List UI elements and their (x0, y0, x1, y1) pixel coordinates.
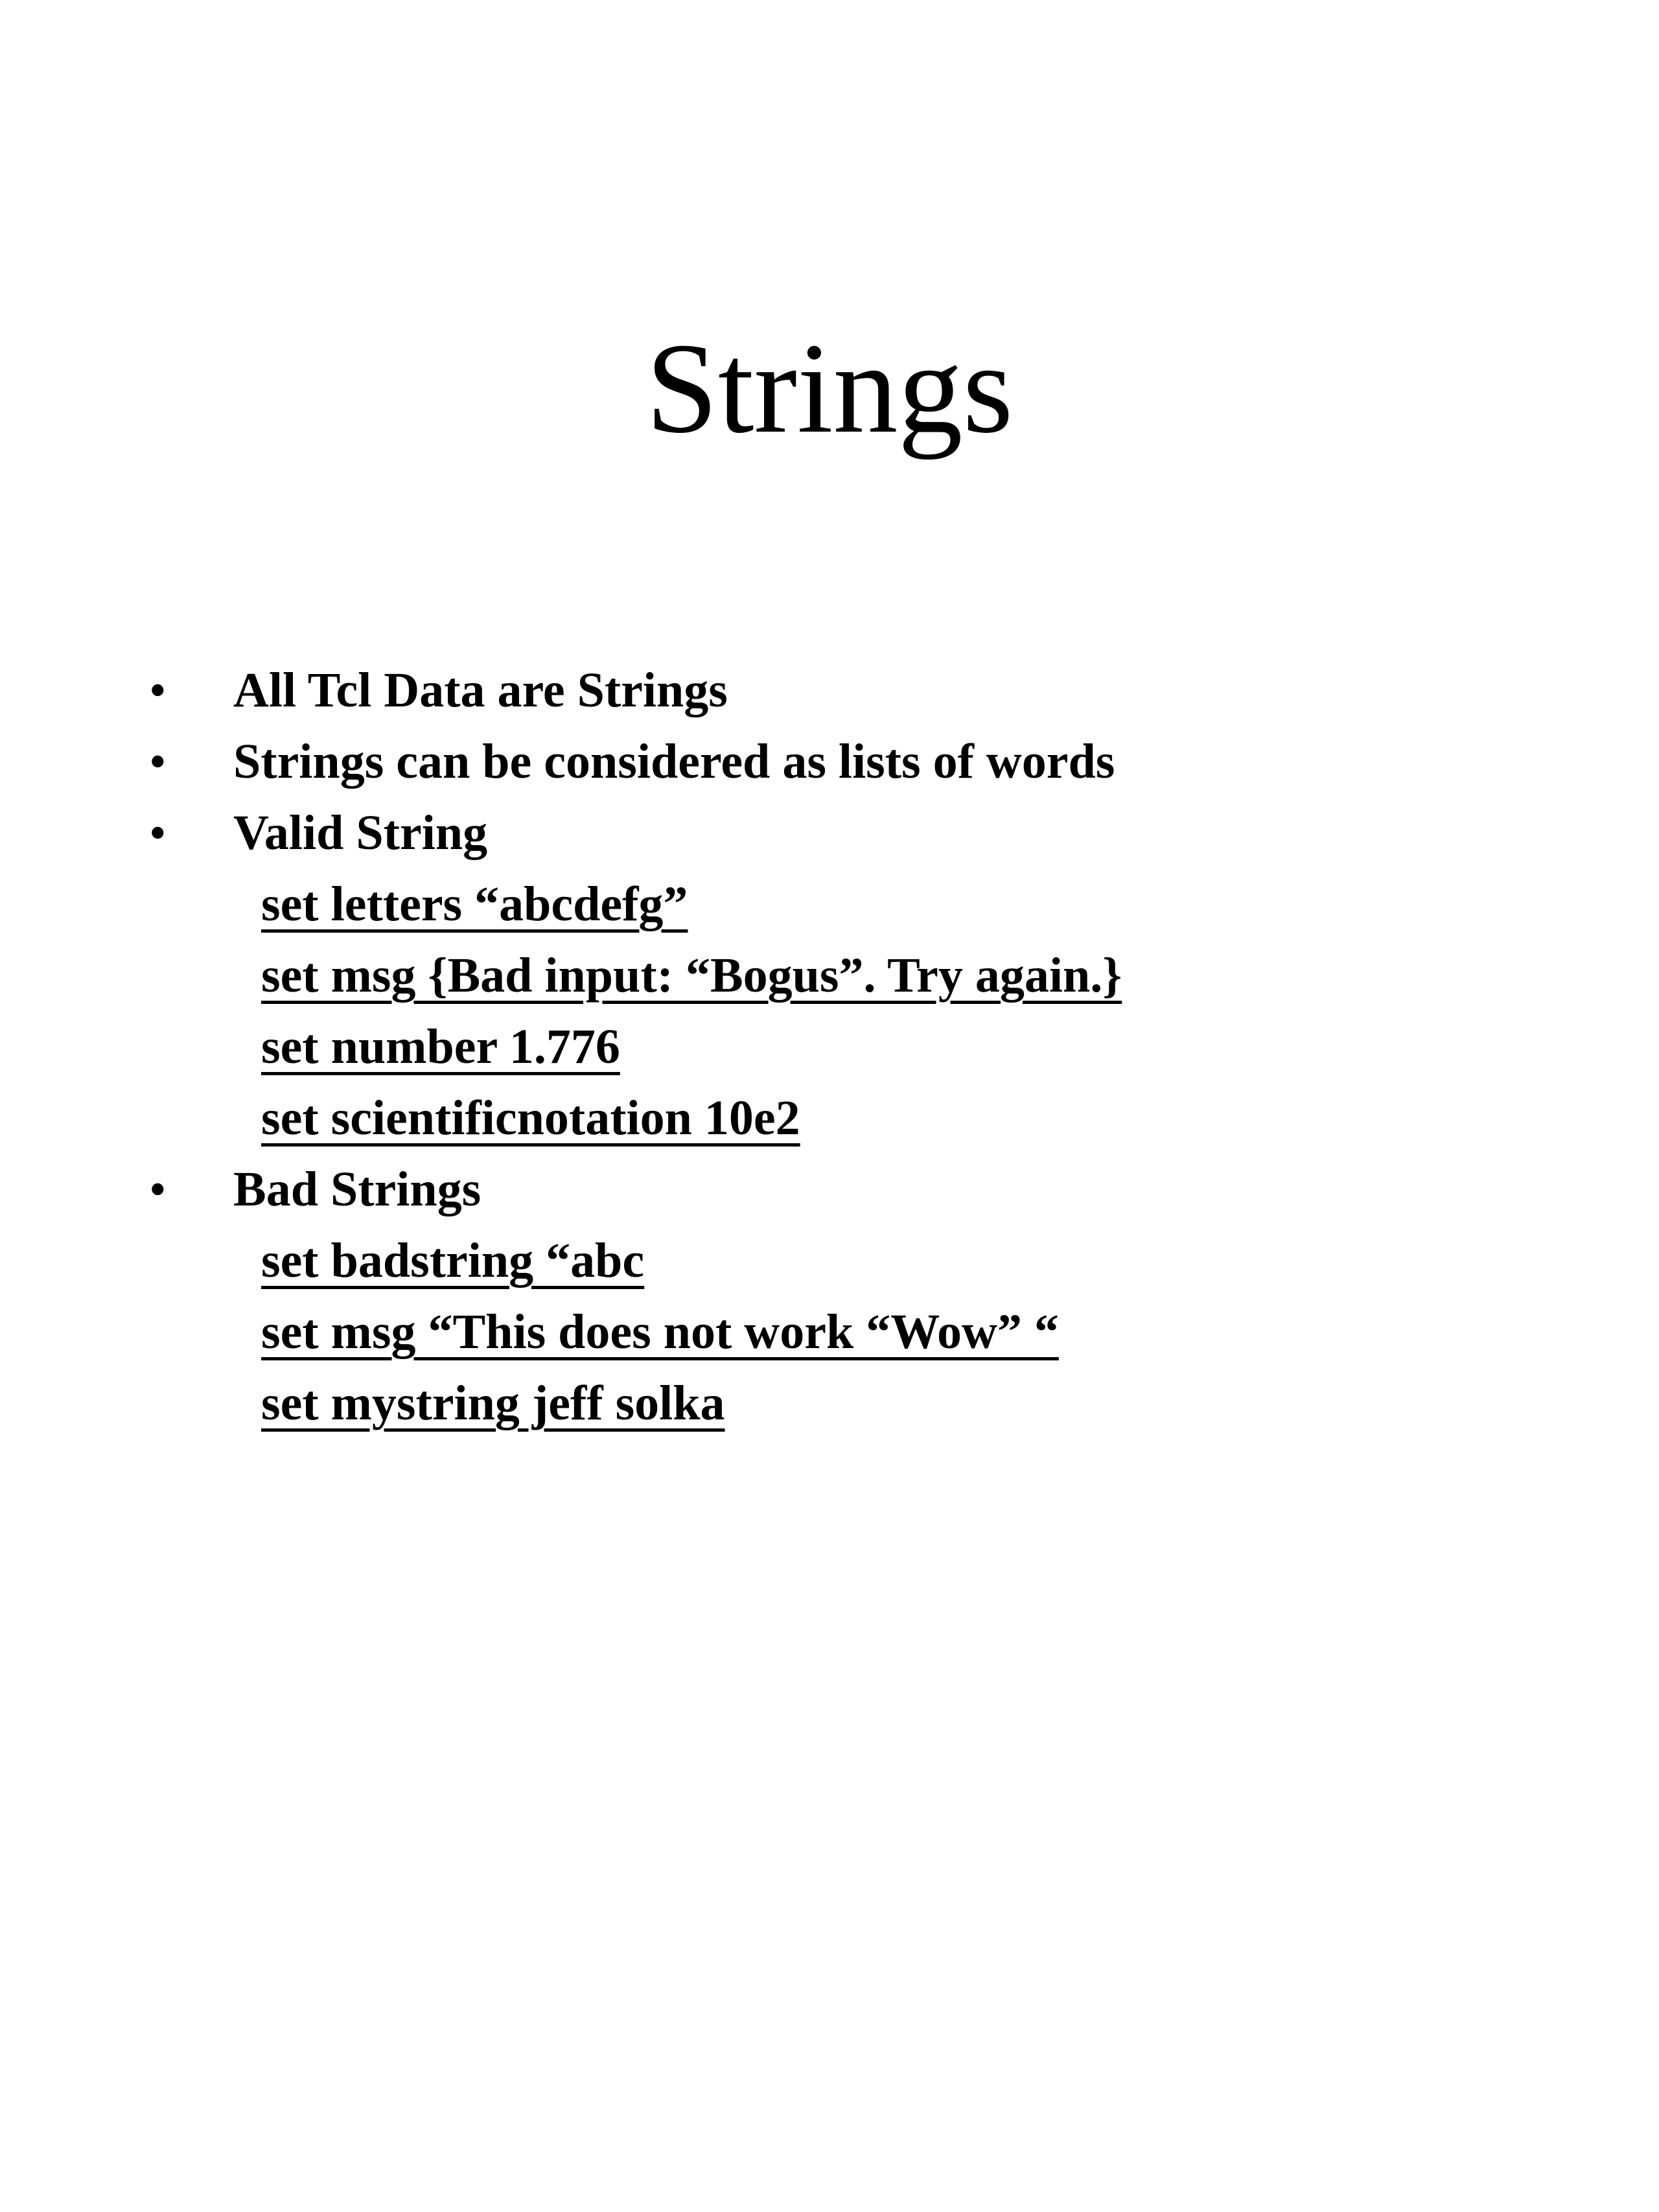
bullet-text: Bad Strings (233, 1162, 481, 1217)
bullet-text: Strings can be considered as lists of words (233, 734, 1115, 789)
bullet-text: All Tcl Data are Strings (233, 663, 728, 717)
code-example-text: set number 1.776 (261, 1019, 620, 1074)
bullet-dot: • (149, 663, 167, 717)
bullet-list (0, 655, 1659, 1439)
code-example-text: set msg {Bad input: “Bogus”. Try again.} (261, 948, 1122, 1003)
code-example (0, 1082, 1659, 1154)
code-example (0, 1011, 1659, 1082)
bullet-dot: • (149, 806, 167, 860)
code-example-text: set msg “This does not work “Wow” “ (261, 1305, 1059, 1359)
slide-title: Strings (645, 317, 1014, 460)
bullet-text: Valid String (233, 806, 488, 860)
code-example-text: set badstring “abc (261, 1233, 645, 1288)
code-example-text: set mystring jeff solka (261, 1376, 725, 1430)
code-example-text: set scientificnotation 10e2 (261, 1091, 800, 1145)
bullet-dot: • (149, 734, 167, 789)
bullet-item (0, 797, 1659, 868)
bullet-item (0, 655, 1659, 726)
bullet-item (0, 726, 1659, 797)
bullet-dot: • (149, 1162, 167, 1217)
bullet-item (0, 1154, 1659, 1225)
code-example (0, 1368, 1659, 1439)
code-example (0, 868, 1659, 940)
code-example (0, 1296, 1659, 1368)
code-example (0, 940, 1659, 1011)
code-example (0, 1225, 1659, 1296)
code-example-text: set letters “abcdefg” (261, 877, 688, 931)
